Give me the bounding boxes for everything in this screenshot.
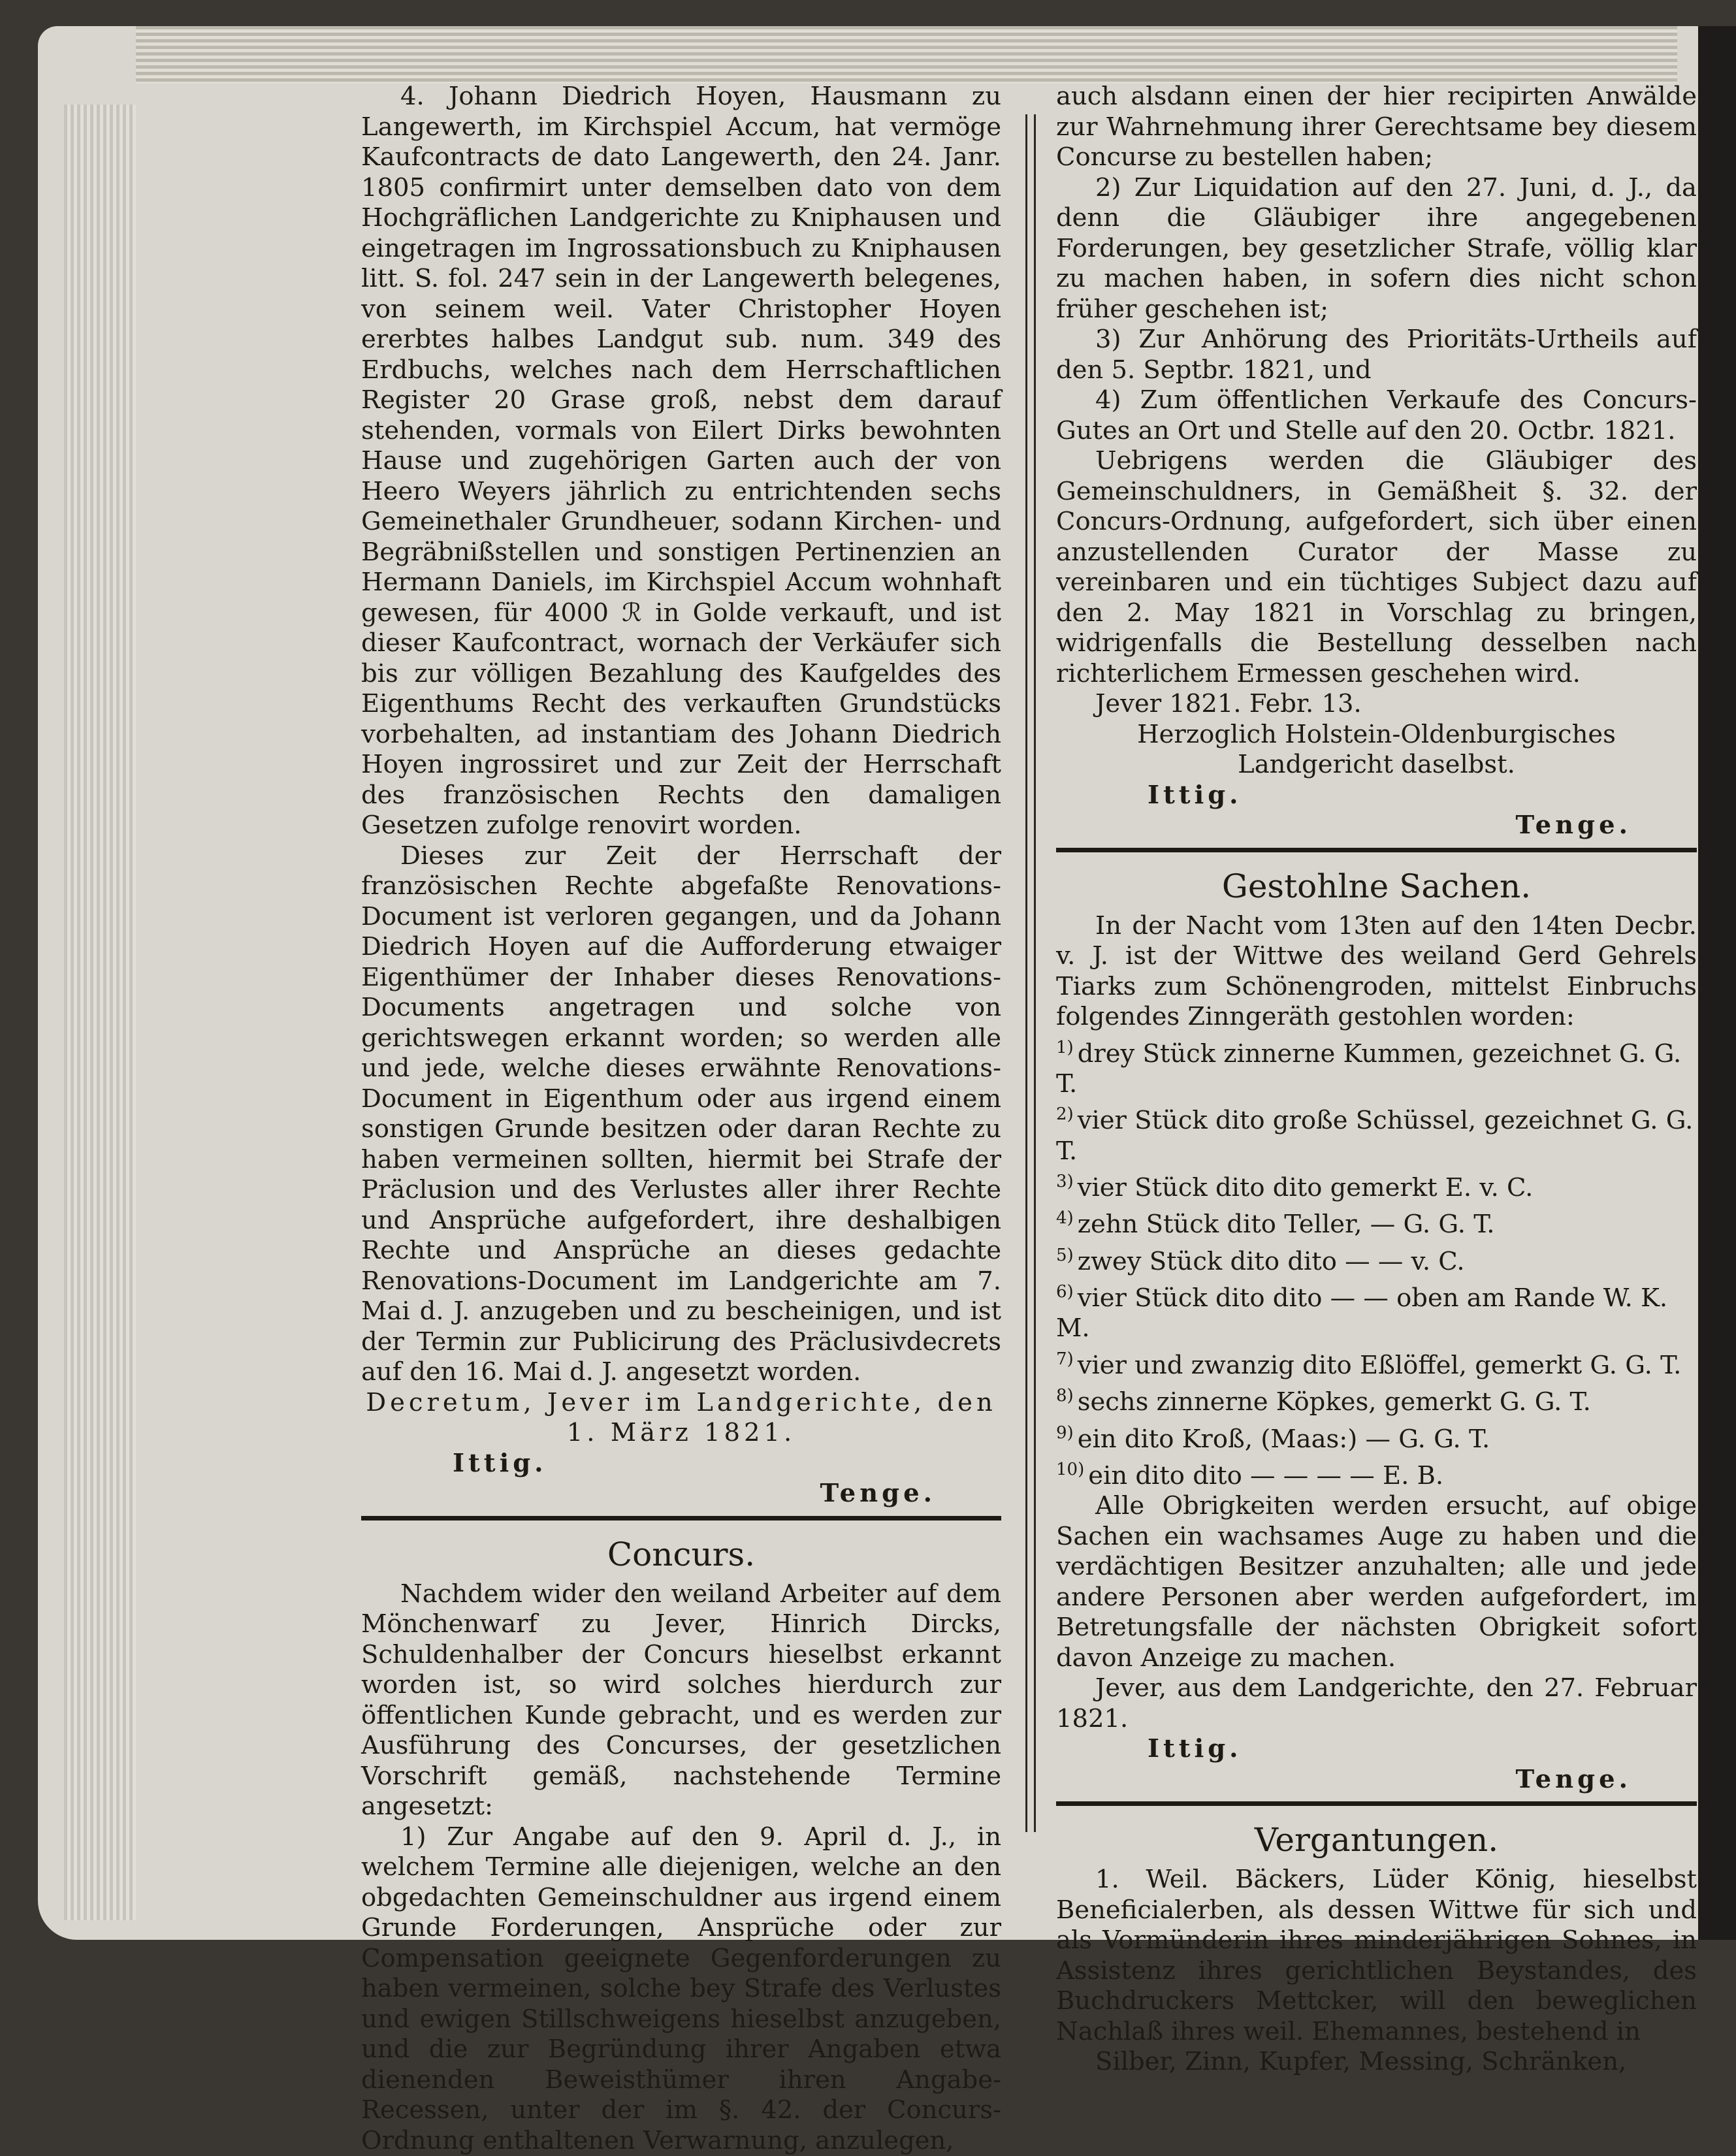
section-divider-2 [1056,848,1697,852]
stolen-items-list [1056,1033,1697,1492]
list-item: $^{3)}$ vier Stück dito dito gemerkt E. v. C. [1056,1166,1697,1203]
list-item: $^{10)}$ ein dito dito — — — — E. B. [1056,1455,1697,1491]
signature-tenge-2: Tenge. [1056,811,1697,841]
list-item: $^{1)}$ drey Stück zinnerne Kummen, gezeichnet G. G. T. [1056,1033,1697,1100]
list-item: $^{5)}$ zwey Stück dito dito — — v. C. [1056,1240,1697,1277]
concurs-paragraph-1: Nachdem wider den weiland Arbeiter auf dem Mönchenwarf zu Jever, Hinrich Dircks, Schuldenhalber der Concurs hieselbst erkannt worden ist, so wird solches hierdurch zur öffentlichen Kunde gebracht, und es werden zur Ausführung des Concurses, der gesetzlichen Vorschrift gemäß, nachstehende Termine angesetzt: [361,1579,1001,1822]
page-left-edge [64,105,136,1920]
gestohlne-intro: In der Nacht vom 13ten auf den 14ten Decbr. v. J. ist der Wittwe des weiland Gerd Gehrels Tiarks zum Schönengroden, mittelst Einbruchs folgendes Zinngeräth gestohlen worden: [1056,911,1697,1033]
concurs-paragraph-2: 1) Zur Angabe auf den 9. April d. J., in welchem Termine alle diejenigen, welche an den obgedachten Gemeinschuldner aus irgend einem Grunde Forderungen, Ansprüche oder zur Compensation geeignete Gegenforderungen zu haben vermeinen, solche bey Strafe des Verlustes und ewigen Stillschweigens hieselbst anzugeben, und die zur Begründung ihrer Angaben etwa dienenden Beweisthümer ihren Angabe-Recessen, unter der im §. 42. der Concurs-Ordnung enthaltenen Verwarnung, anzulegen, [361,1822,1001,2156]
concurs-continuation: auch alsdann einen der hier recipirten Anwälde zur Wahrnehmung ihrer Gerechtsame bey diesem Concurse zu bestellen haben; [1056,82,1697,173]
list-item: $^{6)}$ vier Stück dito dito — — oben am Rande W. K. M. [1056,1277,1697,1344]
page-top-edge [136,26,1677,84]
list-item: $^{8)}$ sechs zinnerne Köpkes, gemerkt G. G. T. [1056,1381,1697,1417]
date-line-2: Jever, aus dem Landgerichte, den 27. Februar 1821. [1056,1673,1697,1734]
left-column [361,82,1001,2156]
notice-paragraph-2: Dieses zur Zeit der Herrschaft der französischen Rechte abgefaßte Renovations-Document ist verloren gegangen, und da Johann Diedrich Hoyen auf die Aufforderung etwaiger Eigenthümer der Inhaber dieses Renovations-Documents angetragen und solche von gerichtswegen erkannt worden; so werden alle und jede, welche dieses erwähnte Renovations-Document in Eigenthum oder aus irgend einem sonstigen Grunde besitzen oder daran Rechte zu haben vermeinen sollten, hiermit bei Strafe der Präclusion und des Verlustes aller ihrer Rechte und Ansprüche aufgefordert, ihre deshalbigen Rechte und Ansprüche an dieses gedachte Renovations-Document im Landgerichte am 7. Mai d. J. anzugeben und zu bescheinigen, und ist der Termin zur Publicirung des Präclusivdecrets auf den 16. Mai d. J. angesetzt worden. [361,841,1001,1388]
decretum-line: Decretum, Jever im Landgerichte, den 1. März 1821. [361,1388,1001,1449]
signature-ittig: Ittig. [361,1449,1001,1479]
column-rule [1025,114,1036,1832]
signature-ittig-3: Ittig. [1056,1734,1697,1765]
termin-3: 3) Zur Anhörung des Prioritäts-Urtheils auf den 5. Septbr. 1821, und [1056,325,1697,385]
section-divider [361,1516,1001,1520]
gestohlne-heading: Gestohlne Sachen. [1056,864,1697,909]
vergantungen-continuation: Silber, Zinn, Kupfer, Messing, Schränken, [1056,2047,1697,2078]
concurs-heading: Concurs. [361,1532,1001,1577]
list-item: $^{4)}$ zehn Stück dito Teller, — G. G. T. [1056,1203,1697,1240]
alle-obrigkeiten-paragraph: Alle Obrigkeiten werden ersucht, auf obige Sachen ein wachsames Auge zu haben und die verdächtigen Besitzer anzuhalten; alle und jede andere Personen aber werden aufgefordert, im Betretungsfalle der nächsten Obrigkeit sofort davon Anzeige zu machen. [1056,1491,1697,1673]
signature-tenge-3: Tenge. [1056,1765,1697,1795]
list-item: $^{7)}$ vier und zwanzig dito Eßlöffel, gemerkt G. G. T. [1056,1344,1697,1381]
list-item: $^{9)}$ ein dito Kroß, (Maas:) — G. G. T. [1056,1418,1697,1455]
vergantungen-heading: Vergantungen. [1056,1818,1697,1862]
court-name: Herzoglich Holstein-Oldenburgisches Landgericht daselbst. [1056,720,1697,780]
right-column [1056,82,1697,2078]
notice-paragraph-1: 4. Johann Diedrich Hoyen, Hausmann zu Langewerth, im Kirchspiel Accum, hat vermöge Kaufcontracts de dato Langewerth, den 24. Janr. 1805 confirmirt unter demselben dato von dem Hochgräflichen Landgerichte zu Kniphausen und eingetragen im Ingrossationsbuch zu Kniphausen litt. S. fol. 247 sein in der Langewerth belegenes, von seinem weil. Vater Christopher Hoyen ererbtes halbes Landgut sub. num. 349 des Erdbuchs, welches nach dem Herrschaftlichen Register 20 Grase groß, nebst dem darauf stehenden, vormals von Eilert Dirks bewohnten Hause und zugehörigen Garten auch der von Heero Weyers jährlich zu entrichtenden sechs Gemeinethaler Grundheuer, sodann Kirchen- und Begräbnißstellen und sonstigen Pertinenzien an Hermann Daniels, im Kirchspiel Accum wohnhaft gewesen, für 4000 ℛ in Golde verkauft, und ist dieser Kaufcontract, wornach der Verkäufer sich bis zur völligen Bezahlung des Kaufgeldes des Eigenthums Recht des verkauften Grundstücks vorbehalten, ad instantiam des Johann Diedrich Hoyen ingrossiret und zur Zeit der Herrschaft des französischen Rechts den damaligen Gesetzen zufolge renovirt worden. [361,82,1001,841]
termin-2: 2) Zur Liquidation auf den 27. Juni, d. J., da denn die Gläubiger ihre angegebenen Forderungen, bey gesetzlicher Strafe, völlig klar zu machen haben, in sofern dies nicht schon früher geschehen ist; [1056,173,1697,325]
signature-ittig-2: Ittig. [1056,780,1697,811]
date-line-1: Jever 1821. Febr. 13. [1056,689,1697,720]
section-divider-3 [1056,1801,1697,1806]
termin-4: 4) Zum öffentlichen Verkaufe des Concurs-Gutes an Ort und Stelle auf den 20. Octbr. 1821. [1056,385,1697,446]
signature-tenge: Tenge. [361,1479,1001,1509]
facing-page-edge [1698,26,1736,1940]
vergantungen-paragraph: 1. Weil. Bäckers, Lüder König, hieselbst Beneficialerben, als dessen Wittwe für sich und als Vormünderin ihres minderjährigen Sohnes, in Assistenz ihres gerichtlichen Beystandes, des Buchdruckers Mettcker, will den beweglichen Nachlaß ihres weil. Ehemannes, bestehend in [1056,1865,1697,2047]
uebrigens-paragraph: Uebrigens werden die Gläubiger des Gemeinschuldners, in Gemäßheit §. 32. der Concurs-Ordnung, aufgefordert, sich über einen anzustellenden Curator der Masse zu vereinbaren und ein tüchtiges Subject dazu auf den 2. May 1821 in Vorschlag zu bringen, widrigenfalls die Bestellung desselben nach richterlichem Ermessen geschehen wird. [1056,446,1697,689]
list-item: $^{2)}$ vier Stück dito große Schüssel, gezeichnet G. G. T. [1056,1099,1697,1166]
